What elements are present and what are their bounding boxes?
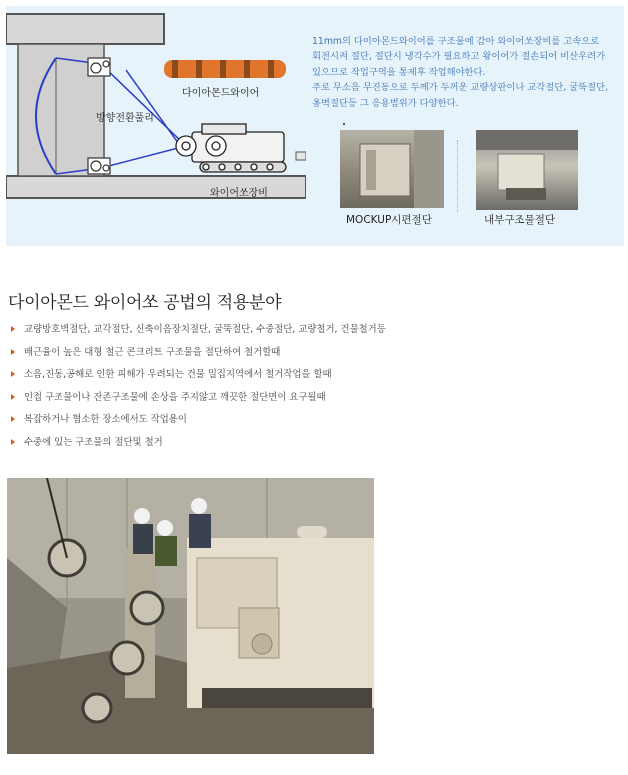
list-item-text: 수중에 있는 구조물의 절단및 철거 <box>24 436 163 448</box>
list-item-text: 인접 구조물이나 잔존구조물에 손상을 주지않고 깨끗한 절단면이 요구될때 <box>24 391 326 403</box>
bullet-arrow-icon <box>11 439 15 445</box>
bullet-arrow-icon <box>11 416 15 422</box>
decorative-dot <box>343 123 345 125</box>
list-item <box>8 435 386 458</box>
description-line: 있으므로 작업구역을 통제후 작업해야한다. <box>312 66 486 78</box>
description-line: 주로 무소음 무진동으로 두께가 두꺼운 교량상판이나 교각절단, 굴뚝절단, <box>312 82 609 94</box>
photo-divider <box>457 140 459 212</box>
bullet-arrow-icon <box>11 326 15 332</box>
slab-top <box>6 14 164 44</box>
pulley-bottom <box>88 158 110 174</box>
list-item <box>8 412 386 435</box>
list-item-text: 배근율이 높은 대형 철근 콘크리트 구조물을 절단하여 철거할때 <box>24 346 281 358</box>
wire-saw-worksite-photo <box>7 478 374 754</box>
pulley-top <box>88 58 110 76</box>
list-item-text: 교량방호벽절단, 교각절단, 신축이음장치절단, 굴뚝절단, 수중절단, 교량철거, 건물철거등 <box>24 324 386 335</box>
list-item-text: 복잡하거나 협소한 장소에서도 작업용이 <box>24 414 187 425</box>
wire-saw-diagram <box>6 6 306 246</box>
bullet-arrow-icon <box>11 349 15 355</box>
description-line: 회전시켜 절단, 절단시 냉각수가 필요하고 왕이어가 절손되어 비산우려가 <box>312 51 606 63</box>
mockup-photo-caption: MOCKUP시편절단 <box>346 214 432 226</box>
list-item <box>8 322 386 345</box>
wire-saw-machine <box>176 124 286 172</box>
application-list <box>8 322 386 457</box>
method-description <box>312 34 618 111</box>
wire-saw-label: 와이어쏘장비 <box>210 188 268 199</box>
diamond-wire-label: 다이아몬드와이어 <box>182 88 260 99</box>
description-line: 옹벽절단등 그 응용범위가 다양한다. <box>312 97 459 109</box>
bullet-arrow-icon <box>11 394 15 400</box>
inner-structure-cutting-photo <box>476 130 578 210</box>
diamond-wire-illustration <box>164 60 286 78</box>
section-title: 다이아몬드 와이어쏘 공법의 적용분야 <box>8 293 282 313</box>
bullet-arrow-icon <box>11 371 15 377</box>
method-diagram-panel <box>6 6 624 246</box>
direction-pulley-label: 방향전환풀리 <box>96 113 154 124</box>
mockup-cutting-photo <box>340 130 444 208</box>
list-item-text: 소음,진동,공해로 인한 피해가 우려되는 건물 밀집지역에서 철거작업을 할때 <box>24 369 332 380</box>
list-item <box>8 367 386 390</box>
inner-photo-caption: 내부구조물절단 <box>484 214 556 226</box>
list-item <box>8 390 386 413</box>
description-line: 11mm의 다이아몬드와이어를 구조물에 감아 와이어쏘장비를 고속으로 <box>312 36 600 47</box>
list-item <box>8 345 386 368</box>
